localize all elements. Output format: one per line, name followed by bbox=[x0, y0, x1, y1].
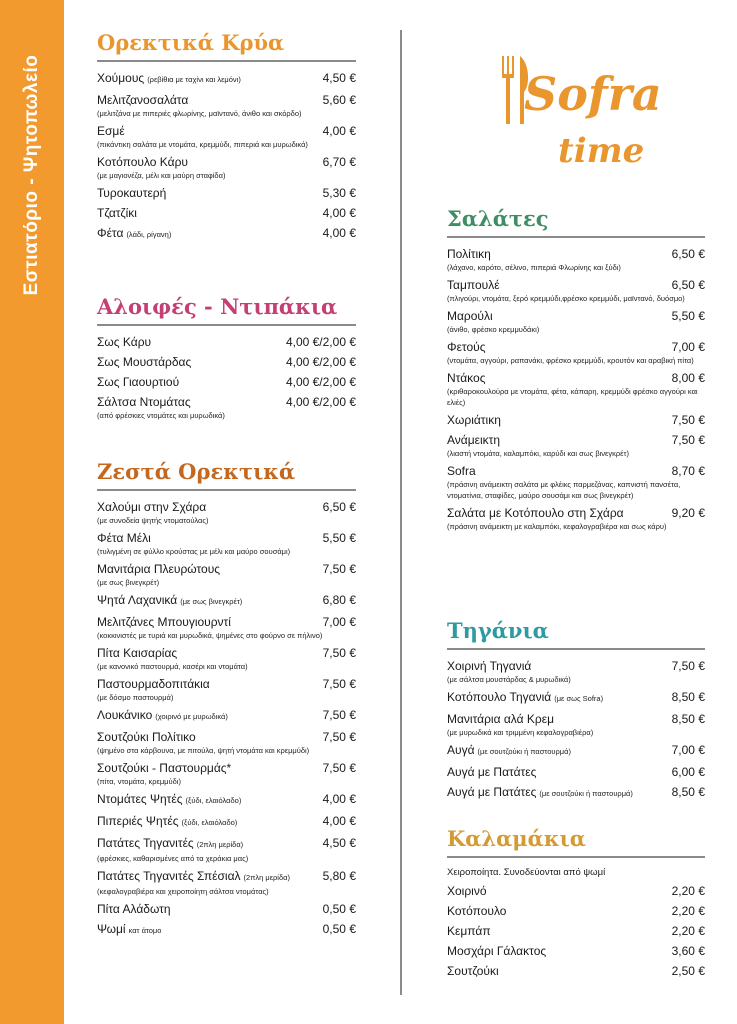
menu-item bbox=[97, 901, 356, 917]
menu-item-name-wrap bbox=[447, 505, 624, 521]
menu-item-row bbox=[97, 92, 356, 108]
menu-item-note: (με μυρωδικά και τριμμένη κεφαλογραβιέρα) bbox=[447, 728, 594, 737]
menu-item-price: 2,20 € bbox=[671, 924, 705, 938]
menu-item-name: Πιπεριές Ψητές bbox=[97, 814, 179, 828]
menu-item-price: 7,50 € bbox=[322, 646, 356, 660]
menu-item-price: 8,50 € bbox=[671, 690, 705, 704]
menu-item-name-wrap bbox=[447, 711, 554, 727]
menu-item-note: (με κανονικό παστουρμά, κασέρι και ντομάτα) bbox=[97, 662, 248, 671]
menu-item-row bbox=[97, 205, 356, 221]
menu-item-name: Πατάτες Τηγανιτές bbox=[97, 836, 194, 850]
menu-item-price: 7,00 € bbox=[671, 340, 705, 354]
menu-item-name-wrap bbox=[97, 791, 241, 809]
menu-item-name-wrap bbox=[97, 225, 171, 243]
menu-item bbox=[97, 530, 356, 557]
menu-item bbox=[97, 561, 356, 588]
menu-item-inline-note: κατ άτομο bbox=[128, 926, 162, 935]
menu-item-name-wrap bbox=[447, 963, 499, 979]
menu-item-inline-note: (2πλη μερίδα) bbox=[243, 873, 290, 882]
section-title: Ορεκτικά Κρύα bbox=[97, 30, 285, 55]
menu-item-price: 6,00 € bbox=[671, 765, 705, 779]
menu-section bbox=[97, 292, 356, 425]
menu-item-name: Αυγά με Πατάτες bbox=[447, 765, 537, 779]
menu-item bbox=[97, 791, 356, 809]
menu-item-name-wrap bbox=[97, 835, 243, 853]
menu-item-note: (τυλιγμένη σε φύλλο κρούστας με μέλι και μαύρο σουσάμι) bbox=[97, 547, 291, 556]
menu-item-price: 8,50 € bbox=[671, 712, 705, 726]
menu-item-price: 4,00 € bbox=[322, 124, 356, 138]
menu-item-row bbox=[447, 463, 705, 479]
menu-item-name: Σάλτσα Ντομάτας bbox=[97, 395, 191, 409]
menu-item-name-wrap bbox=[97, 868, 290, 886]
menu-item bbox=[97, 70, 356, 88]
menu-item-name: Μοσχάρι Γάλακτος bbox=[447, 944, 547, 958]
menu-item-note: (κοκκινιστές με τυριά και μυρωδικά, ψημένες στο φούρνο σε πήλινο) bbox=[97, 631, 323, 640]
section-title: Σαλάτες bbox=[447, 206, 549, 231]
menu-item-row bbox=[447, 339, 705, 355]
menu-item-name: Κοτόπουλο Κάρυ bbox=[97, 155, 188, 169]
menu-item-name: Κοτόπουλο Τηγανιά bbox=[447, 690, 552, 704]
menu-section bbox=[97, 28, 356, 247]
logo-line2: time bbox=[558, 131, 645, 171]
section-rule bbox=[447, 856, 705, 858]
menu-item-row bbox=[447, 277, 705, 293]
menu-item-price: 7,50 € bbox=[671, 433, 705, 447]
menu-item bbox=[97, 499, 356, 526]
menu-item-name-wrap bbox=[97, 499, 206, 515]
menu-item-name: Εσμέ bbox=[97, 124, 125, 138]
menu-item-note: (λάχανο, καρότο, σέλινο, πιπεριά Φλωρίνης και ξύδι) bbox=[447, 263, 621, 272]
menu-item-price: 7,50 € bbox=[322, 677, 356, 691]
menu-item bbox=[447, 246, 705, 273]
menu-item-price: 7,00 € bbox=[671, 743, 705, 757]
menu-item-price: 7,50 € bbox=[671, 659, 705, 673]
menu-item-price: 8,00 € bbox=[671, 371, 705, 385]
menu-item-name-wrap bbox=[447, 412, 501, 428]
menu-item-price: 0,50 € bbox=[322, 922, 356, 936]
menu-item-price: 5,50 € bbox=[322, 531, 356, 545]
menu-item-price: 4,00 €/2,00 € bbox=[285, 395, 356, 409]
menu-item bbox=[447, 463, 705, 501]
menu-item-name: Σουτζούκι bbox=[447, 964, 499, 978]
menu-item-name: Πολίτικη bbox=[447, 247, 491, 261]
menu-item bbox=[97, 334, 356, 350]
menu-item-inline-note: (με σως βινεγκρέτ) bbox=[180, 597, 243, 606]
menu-item-price: 6,70 € bbox=[322, 155, 356, 169]
menu-item-name-wrap bbox=[97, 729, 196, 745]
menu-item-price: 4,00 €/2,00 € bbox=[285, 335, 356, 349]
menu-item-price: 0,50 € bbox=[322, 902, 356, 916]
menu-item-row bbox=[97, 394, 356, 410]
menu-item-row bbox=[97, 70, 356, 88]
menu-item bbox=[447, 711, 705, 738]
menu-item-price: 5,30 € bbox=[322, 186, 356, 200]
menu-item-name: Αυγά bbox=[447, 743, 475, 757]
menu-item bbox=[97, 92, 356, 119]
menu-item-name-wrap bbox=[97, 614, 231, 630]
menu-item bbox=[97, 205, 356, 221]
menu-item-name: Χοιρινή Τηγανιά bbox=[447, 659, 532, 673]
menu-item-row bbox=[447, 658, 705, 674]
menu-item-name: Μελιτζανοσαλάτα bbox=[97, 93, 189, 107]
menu-item-name-wrap bbox=[447, 308, 493, 324]
menu-item-row bbox=[97, 707, 356, 725]
menu-item-row bbox=[97, 185, 356, 201]
menu-item-price: 7,00 € bbox=[322, 615, 356, 629]
menu-section bbox=[447, 204, 705, 536]
menu-item-note: (φρέσκιες, καθαρισμένες από τα χεράκια μας) bbox=[97, 854, 249, 863]
menu-item-name: Λουκάνικο bbox=[97, 708, 153, 722]
menu-item bbox=[97, 645, 356, 672]
menu-item bbox=[97, 354, 356, 370]
menu-item-name-wrap bbox=[447, 764, 536, 780]
menu-item-name: Φέτα bbox=[97, 226, 124, 240]
menu-item-note: (με συνοδεία ψητής ντοματούλας) bbox=[97, 516, 209, 525]
menu-item-row bbox=[447, 764, 705, 780]
menu-item-row bbox=[97, 645, 356, 661]
menu-item-row bbox=[97, 561, 356, 577]
menu-item-name: Χαλούμι στην Σχάρα bbox=[97, 500, 207, 514]
menu-item-name: Φέτα Μέλι bbox=[97, 531, 151, 545]
menu-item-row bbox=[97, 835, 356, 853]
menu-item-inline-note: (ξύδι, ελαιόλαδο) bbox=[185, 796, 242, 805]
menu-item-note: (ντομάτα, αγγούρι, ραπανάκι, φρέσκο κρεμμύδι, κρουτόν και αραβική πίτα) bbox=[447, 356, 694, 365]
menu-item-row bbox=[97, 921, 356, 939]
menu-item-row bbox=[97, 334, 356, 350]
menu-item-name-wrap bbox=[97, 185, 166, 201]
menu-item-name-wrap bbox=[447, 883, 487, 899]
menu-item-row bbox=[97, 676, 356, 692]
section-intro: Χειροποίητα. Συνοδεύονται από ψωμί bbox=[447, 867, 606, 878]
menu-item-price: 6,50 € bbox=[671, 278, 705, 292]
menu-item bbox=[97, 921, 356, 939]
menu-item-name-wrap bbox=[447, 784, 633, 802]
menu-item bbox=[97, 835, 356, 864]
menu-item-price: 7,50 € bbox=[322, 761, 356, 775]
section-rule bbox=[447, 236, 705, 238]
menu-item-row bbox=[447, 432, 705, 448]
menu-item-name-wrap bbox=[97, 760, 231, 776]
menu-item-name-wrap bbox=[97, 354, 191, 370]
menu-item-name-wrap bbox=[447, 277, 500, 293]
menu-item-row bbox=[97, 791, 356, 809]
menu-item-price: 7,50 € bbox=[322, 708, 356, 722]
menu-item-name: Μανιτάρια Πλευρώτους bbox=[97, 562, 221, 576]
menu-item-name: Μανιτάρια αλά Κρεμ bbox=[447, 712, 554, 726]
menu-item-row bbox=[97, 123, 356, 139]
menu-item-name: Φετούς bbox=[447, 340, 486, 354]
menu-item-price: 4,50 € bbox=[322, 836, 356, 850]
sidebar-title: Εστιατόριο - Ψητοπωλείο bbox=[21, 54, 42, 296]
menu-item-inline-note: (με σουτζούκι ή παστουρμά) bbox=[539, 789, 633, 798]
menu-item-row bbox=[97, 225, 356, 243]
column-divider bbox=[400, 30, 402, 995]
menu-item-price: 7,50 € bbox=[322, 730, 356, 744]
menu-item-note: (ψημένο στα κάρβουνα, με πιτούλα, ψητή ντομάτα και κρεμμύδι) bbox=[97, 746, 310, 755]
menu-item bbox=[97, 614, 356, 641]
menu-item-inline-note: (ξύδι, ελαιόλαδο) bbox=[181, 818, 238, 827]
menu-item-row bbox=[97, 354, 356, 370]
menu-item-row bbox=[97, 374, 356, 390]
menu-item-name-wrap bbox=[97, 707, 228, 725]
menu-item-price: 6,80 € bbox=[322, 593, 356, 607]
menu-item-name-wrap bbox=[97, 561, 220, 577]
menu-item-price: 2,20 € bbox=[671, 884, 705, 898]
menu-item-name: Κοτόπουλο bbox=[447, 904, 507, 918]
menu-item-price: 2,20 € bbox=[671, 904, 705, 918]
menu-item-row bbox=[97, 499, 356, 515]
menu-item-row bbox=[447, 883, 705, 899]
menu-section bbox=[447, 616, 705, 806]
menu-item-name-wrap bbox=[447, 658, 531, 674]
menu-item bbox=[97, 868, 356, 897]
menu-item-name-wrap bbox=[447, 339, 486, 355]
section-title: Αλοιφές - Ντιπάκια bbox=[97, 294, 338, 319]
menu-item bbox=[447, 689, 705, 707]
menu-item-name: Sofra bbox=[447, 464, 476, 478]
menu-item-row bbox=[447, 742, 705, 760]
menu-item-name-wrap bbox=[97, 70, 241, 88]
menu-item-row bbox=[97, 901, 356, 917]
menu-item-row bbox=[447, 711, 705, 727]
menu-item-price: 6,50 € bbox=[671, 247, 705, 261]
menu-item-name-wrap bbox=[97, 374, 179, 390]
menu-item-price: 2,50 € bbox=[671, 964, 705, 978]
menu-item-price: 5,60 € bbox=[322, 93, 356, 107]
menu-item-row bbox=[97, 530, 356, 546]
menu-item-price: 4,00 €/2,00 € bbox=[285, 355, 356, 369]
menu-item-row bbox=[97, 813, 356, 831]
menu-item bbox=[447, 658, 705, 685]
menu-item-price: 4,50 € bbox=[322, 71, 356, 85]
menu-item-row bbox=[97, 729, 356, 745]
menu-item bbox=[447, 742, 705, 760]
menu-item bbox=[447, 308, 705, 335]
menu-item bbox=[447, 432, 705, 459]
menu-item-note: (κριθαροκουλούρα με ντομάτα, φέτα, κάπαρη, κρεμμύδι φρέσκο αγγούρι και ελιές) bbox=[447, 387, 698, 407]
menu-item-name: Αυγά με Πατάτες bbox=[447, 785, 537, 799]
menu-item-name: Παστουρμαδοπιτάκια bbox=[97, 677, 210, 691]
menu-item-note: (κεφαλογραβιέρα και χειροποίητη σάλτσα ντομάτας) bbox=[97, 887, 269, 896]
menu-item-name: Χούμους bbox=[97, 71, 145, 85]
menu-item-name: Ταμπουλέ bbox=[447, 278, 500, 292]
menu-item-name-wrap bbox=[97, 592, 242, 610]
menu-item-name-wrap bbox=[447, 463, 476, 479]
menu-item-row bbox=[447, 784, 705, 802]
menu-item-inline-note: (με σως Sofra) bbox=[554, 694, 604, 703]
menu-item-note: (λιαστή ντομάτα, καλαμπόκι, καρύδι και σως βινεγκρέτ) bbox=[447, 449, 629, 458]
menu-item-name-wrap bbox=[447, 246, 491, 262]
menu-item-name: Χωριάτικη bbox=[447, 413, 501, 427]
menu-item-name: Μελιτζάνες Μπουγιουρντί bbox=[97, 615, 231, 629]
logo-line1: Sofra bbox=[524, 67, 662, 121]
menu-item-note: (με μαγιονέζα, μέλι και μαύρη σταφίδα) bbox=[97, 171, 226, 180]
menu-item bbox=[447, 370, 705, 408]
menu-item-note: (πράσινη ανάμεικτη σαλάτα με φλέικς παρμεζάνας, καπνιστή πανσέτα, ντοματίνια, σταφίδες, μαύρο σουσάμι και σως βινεγκρέτ) bbox=[447, 480, 681, 500]
menu-item-row bbox=[97, 760, 356, 776]
menu-item bbox=[447, 412, 705, 428]
menu-item-name-wrap bbox=[97, 92, 188, 108]
menu-item-price: 4,00 €/2,00 € bbox=[285, 375, 356, 389]
menu-item-note: (πίτα, ντομάτα, κρεμμύδι) bbox=[97, 777, 181, 786]
menu-item bbox=[97, 123, 356, 150]
menu-item-price: 4,00 € bbox=[322, 206, 356, 220]
menu-item bbox=[447, 923, 705, 939]
menu-item-name-wrap bbox=[447, 943, 546, 959]
menu-item-name: Πατάτες Τηγανιτές Σπέσιαλ bbox=[97, 869, 241, 883]
menu-item bbox=[447, 963, 705, 979]
menu-item-note: (άνιθο, φρέσκο κρεμμυδάκι) bbox=[447, 325, 540, 334]
sofra-time-logo bbox=[490, 52, 662, 172]
menu-item-price: 4,00 € bbox=[322, 226, 356, 240]
menu-item-row bbox=[447, 923, 705, 939]
menu-item-price: 7,50 € bbox=[322, 562, 356, 576]
menu-item bbox=[447, 764, 705, 780]
menu-item bbox=[97, 676, 356, 703]
menu-item-name-wrap bbox=[97, 530, 151, 546]
side-band bbox=[0, 0, 64, 1024]
menu-item-price: 4,00 € bbox=[322, 814, 356, 828]
menu-item-name: Ψωμί bbox=[97, 922, 126, 936]
menu-item-name: Τυροκαυτερή bbox=[97, 186, 167, 200]
menu-item bbox=[97, 592, 356, 610]
menu-item-price: 5,80 € bbox=[322, 869, 356, 883]
menu-item-name-wrap bbox=[97, 205, 137, 221]
menu-item-name-wrap bbox=[97, 334, 151, 350]
menu-item-price: 8,70 € bbox=[671, 464, 705, 478]
menu-item-row bbox=[447, 505, 705, 521]
menu-item-name: Σως Κάρυ bbox=[97, 335, 152, 349]
menu-item-name-wrap bbox=[447, 689, 603, 707]
menu-item-inline-note: (χοιρινό με μυρωδικά) bbox=[155, 712, 228, 721]
menu-item bbox=[447, 784, 705, 802]
section-rule bbox=[97, 60, 356, 62]
menu-item-row bbox=[447, 689, 705, 707]
menu-item-row bbox=[447, 246, 705, 262]
menu-item-price: 4,00 € bbox=[322, 792, 356, 806]
menu-item-note: (πράσινη ανάμεικτη με καλαμπόκι, κεφαλογραβιέρα και σως κάρυ) bbox=[447, 522, 667, 531]
menu-item-row bbox=[447, 963, 705, 979]
section-title: Καλαμάκια bbox=[447, 826, 586, 851]
menu-item-name: Τζατζίκι bbox=[97, 206, 137, 220]
menu-item-price: 8,50 € bbox=[671, 785, 705, 799]
menu-item-price: 6,50 € bbox=[322, 500, 356, 514]
section-rule bbox=[97, 489, 356, 491]
menu-item-name: Χοιρινό bbox=[447, 884, 487, 898]
menu-item bbox=[97, 394, 356, 421]
menu-item-name-wrap bbox=[97, 676, 210, 692]
menu-item bbox=[97, 374, 356, 390]
menu-item-name: Ντομάτες Ψητές bbox=[97, 792, 183, 806]
menu-item-inline-note: (ρεβίθια με ταχίνι και λεμόνι) bbox=[147, 75, 241, 84]
menu-item-row bbox=[97, 614, 356, 630]
menu-item-name: Σως Γιαουρτιού bbox=[97, 375, 180, 389]
menu-item bbox=[97, 154, 356, 181]
menu-item-row bbox=[97, 592, 356, 610]
section-title: Τηγάνια bbox=[447, 618, 549, 643]
menu-item-row bbox=[447, 370, 705, 386]
menu-item-row bbox=[447, 308, 705, 324]
menu-item-name-wrap bbox=[447, 370, 485, 386]
menu-section bbox=[97, 457, 356, 943]
menu-item bbox=[97, 225, 356, 243]
menu-item-name-wrap bbox=[97, 645, 177, 661]
menu-item bbox=[447, 277, 705, 304]
menu-item-inline-note: (λάδι, ρίγανη) bbox=[126, 230, 172, 239]
menu-item-name: Σως Μουστάρδας bbox=[97, 355, 192, 369]
menu-item-name: Ανάμεικτη bbox=[447, 433, 501, 447]
menu-item-name-wrap bbox=[97, 901, 171, 917]
menu-item-inline-note: (2πλη μερίδα) bbox=[196, 840, 244, 849]
menu-item-name: Σουτζούκι Πολίτικο bbox=[97, 730, 196, 744]
menu-item-name-wrap bbox=[447, 923, 491, 939]
menu-item bbox=[447, 505, 705, 532]
menu-item bbox=[447, 339, 705, 366]
menu-item-note: (πλιγούρι, ντομάτα, ξερό κρεμμύδι,φρέσκο κρεμμύδι, μαϊντανό, δυόσμο) bbox=[447, 294, 685, 303]
menu-item-note: (με σάλτσα μουστάρδας & μυρωδικά) bbox=[447, 675, 571, 684]
menu-item-inline-note: (με σουτζούκι ή παστουρμά) bbox=[477, 747, 571, 756]
menu-item-name: Κεμπάπ bbox=[447, 924, 491, 938]
menu-item-note: (πικάντικη σαλάτα με ντομάτα, κρεμμύδι, πιπεριά και μυρωδικά) bbox=[97, 140, 308, 149]
menu-item-price: 5,50 € bbox=[671, 309, 705, 323]
menu-item-row bbox=[97, 154, 356, 170]
section-title: Ζεστά Ορεκτικά bbox=[97, 459, 296, 484]
section-rule bbox=[447, 648, 705, 650]
menu-item-name-wrap bbox=[97, 394, 191, 410]
menu-item-name-wrap bbox=[447, 742, 571, 760]
menu-item-note: (με σως βινεγκρέτ) bbox=[97, 578, 160, 587]
menu-item-name-wrap bbox=[97, 123, 125, 139]
menu-item-note: (με δόσμο παστουρμά) bbox=[97, 693, 174, 702]
menu-item bbox=[447, 943, 705, 959]
menu-item-price: 9,20 € bbox=[671, 506, 705, 520]
menu-item-name: Ψητά Λαχανικά bbox=[97, 593, 178, 607]
menu-item-name: Πίτα Αλάδωτη bbox=[97, 902, 171, 916]
menu-item bbox=[447, 903, 705, 919]
menu-item-note: (μελιτζάνα με πιπεριές φλωρίνης, μαϊντανό, άνιθο και σκόρδο) bbox=[97, 109, 302, 118]
menu-item-name: Ντάκος bbox=[447, 371, 486, 385]
menu-item-name-wrap bbox=[97, 813, 237, 831]
menu-item-name: Μαρούλι bbox=[447, 309, 493, 323]
menu-item-name: Σουτζούκι - Παστουρμάς* bbox=[97, 761, 232, 775]
menu-item-row bbox=[447, 412, 705, 428]
menu-item-name-wrap bbox=[447, 903, 506, 919]
menu-item bbox=[97, 760, 356, 787]
menu-item-name-wrap bbox=[97, 921, 161, 939]
menu-item bbox=[447, 883, 705, 899]
menu-item bbox=[97, 729, 356, 756]
menu-item bbox=[97, 707, 356, 725]
menu-section bbox=[447, 824, 705, 983]
menu-item bbox=[97, 813, 356, 831]
menu-item bbox=[97, 185, 356, 201]
menu-item-name: Πίτα Καισαρίας bbox=[97, 646, 178, 660]
menu-item-row bbox=[97, 868, 356, 886]
menu-item-note: (από φρέσκιες ντομάτες και μυρωδικά) bbox=[97, 411, 225, 420]
section-rule bbox=[97, 324, 356, 326]
menu-item-name-wrap bbox=[97, 154, 188, 170]
menu-item-row bbox=[447, 903, 705, 919]
menu-item-row bbox=[447, 943, 705, 959]
menu-item-name: Σαλάτα με Κοτόπουλο στη Σχάρα bbox=[447, 506, 624, 520]
menu-item-price: 3,60 € bbox=[671, 944, 705, 958]
menu-item-name-wrap bbox=[447, 432, 500, 448]
menu-item-price: 7,50 € bbox=[671, 413, 705, 427]
